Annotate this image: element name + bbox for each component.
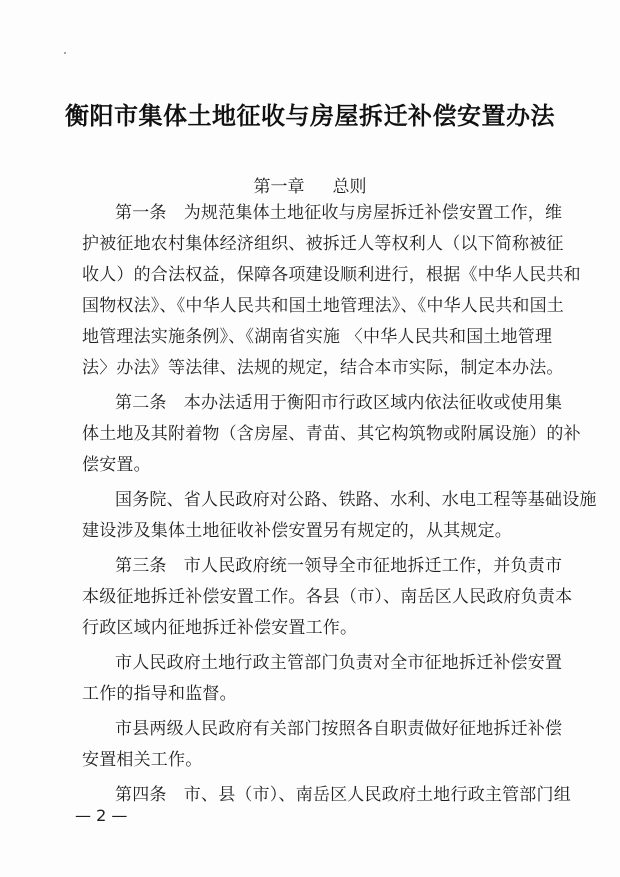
article-3-paragraph-3-line-1: 市县两级人民政府有关部门按照各自职责做好征地拆迁补偿 xyxy=(115,719,563,739)
chapter-number: 第一章 xyxy=(253,177,305,197)
article-3-paragraph-3-line-2: 安置相关工作。 xyxy=(82,750,203,770)
article-2-line-2: 体土地及其附着物（含房屋、青苗、其它构筑物或附属设施）的补 xyxy=(82,424,581,444)
scan-speck xyxy=(64,52,66,54)
article-1-line-5: 地管理法实施条例》、《湖南省实施 〈中华人民共和国土地管理 xyxy=(82,327,553,347)
page-number: — 2 — xyxy=(75,806,128,825)
article-3-line-1: 第三条 市人民政府统一领导全市征地拆迁工作，并负责市 xyxy=(115,556,563,576)
article-1-line-2: 护被征地农村集体经济组织、被拆迁人等权利人（以下简称被征 xyxy=(82,234,564,254)
article-3-line-3: 行政区域内征地拆迁补偿安置工作。 xyxy=(82,618,358,638)
article-3-paragraph-2-line-1: 市人民政府土地行政主管部门负责对全市征地拆迁补偿安置 xyxy=(115,653,563,673)
chapter-heading xyxy=(0,172,620,197)
article-4-line-1: 第四条 市、县（市）、南岳区人民政府土地行政主管部门组 xyxy=(115,785,571,805)
article-1-line-1: 第一条 为规范集体土地征收与房屋拆迁补偿安置工作，维 xyxy=(115,203,563,223)
document-title: 衡阳市集体土地征收与房屋拆迁补偿安置办法 xyxy=(65,101,555,130)
article-1-line-4: 国物权法》、《中华人民共和国土地管理法》、《中华人民共和国土 xyxy=(82,296,564,316)
article-3-line-2: 本级征地拆迁补偿安置工作。各县（市）、南岳区人民政府负责本 xyxy=(82,587,573,607)
article-3-paragraph-2-line-2: 工作的指导和监督。 xyxy=(82,684,237,704)
chapter-name: 总则 xyxy=(332,177,367,197)
article-2-line-3: 偿安置。 xyxy=(82,455,151,475)
article-2-paragraph-2-line-1: 国务院、省人民政府对公路、铁路、水利、水电工程等基础设施 xyxy=(115,490,597,510)
article-2-line-1: 第二条 本办法适用于衡阳市行政区域内依法征收或使用集 xyxy=(115,393,563,413)
article-1-line-3: 收人）的合法权益，保障各项建设顺利进行，根据《中华人民共和 xyxy=(82,265,581,285)
article-2-paragraph-2-line-2: 建设涉及集体土地征收补偿安置另有规定的，从其规定。 xyxy=(82,521,512,541)
article-1-line-6: 法〉办法》等法律、法规的规定，结合本市实际，制定本办法。 xyxy=(82,358,564,378)
